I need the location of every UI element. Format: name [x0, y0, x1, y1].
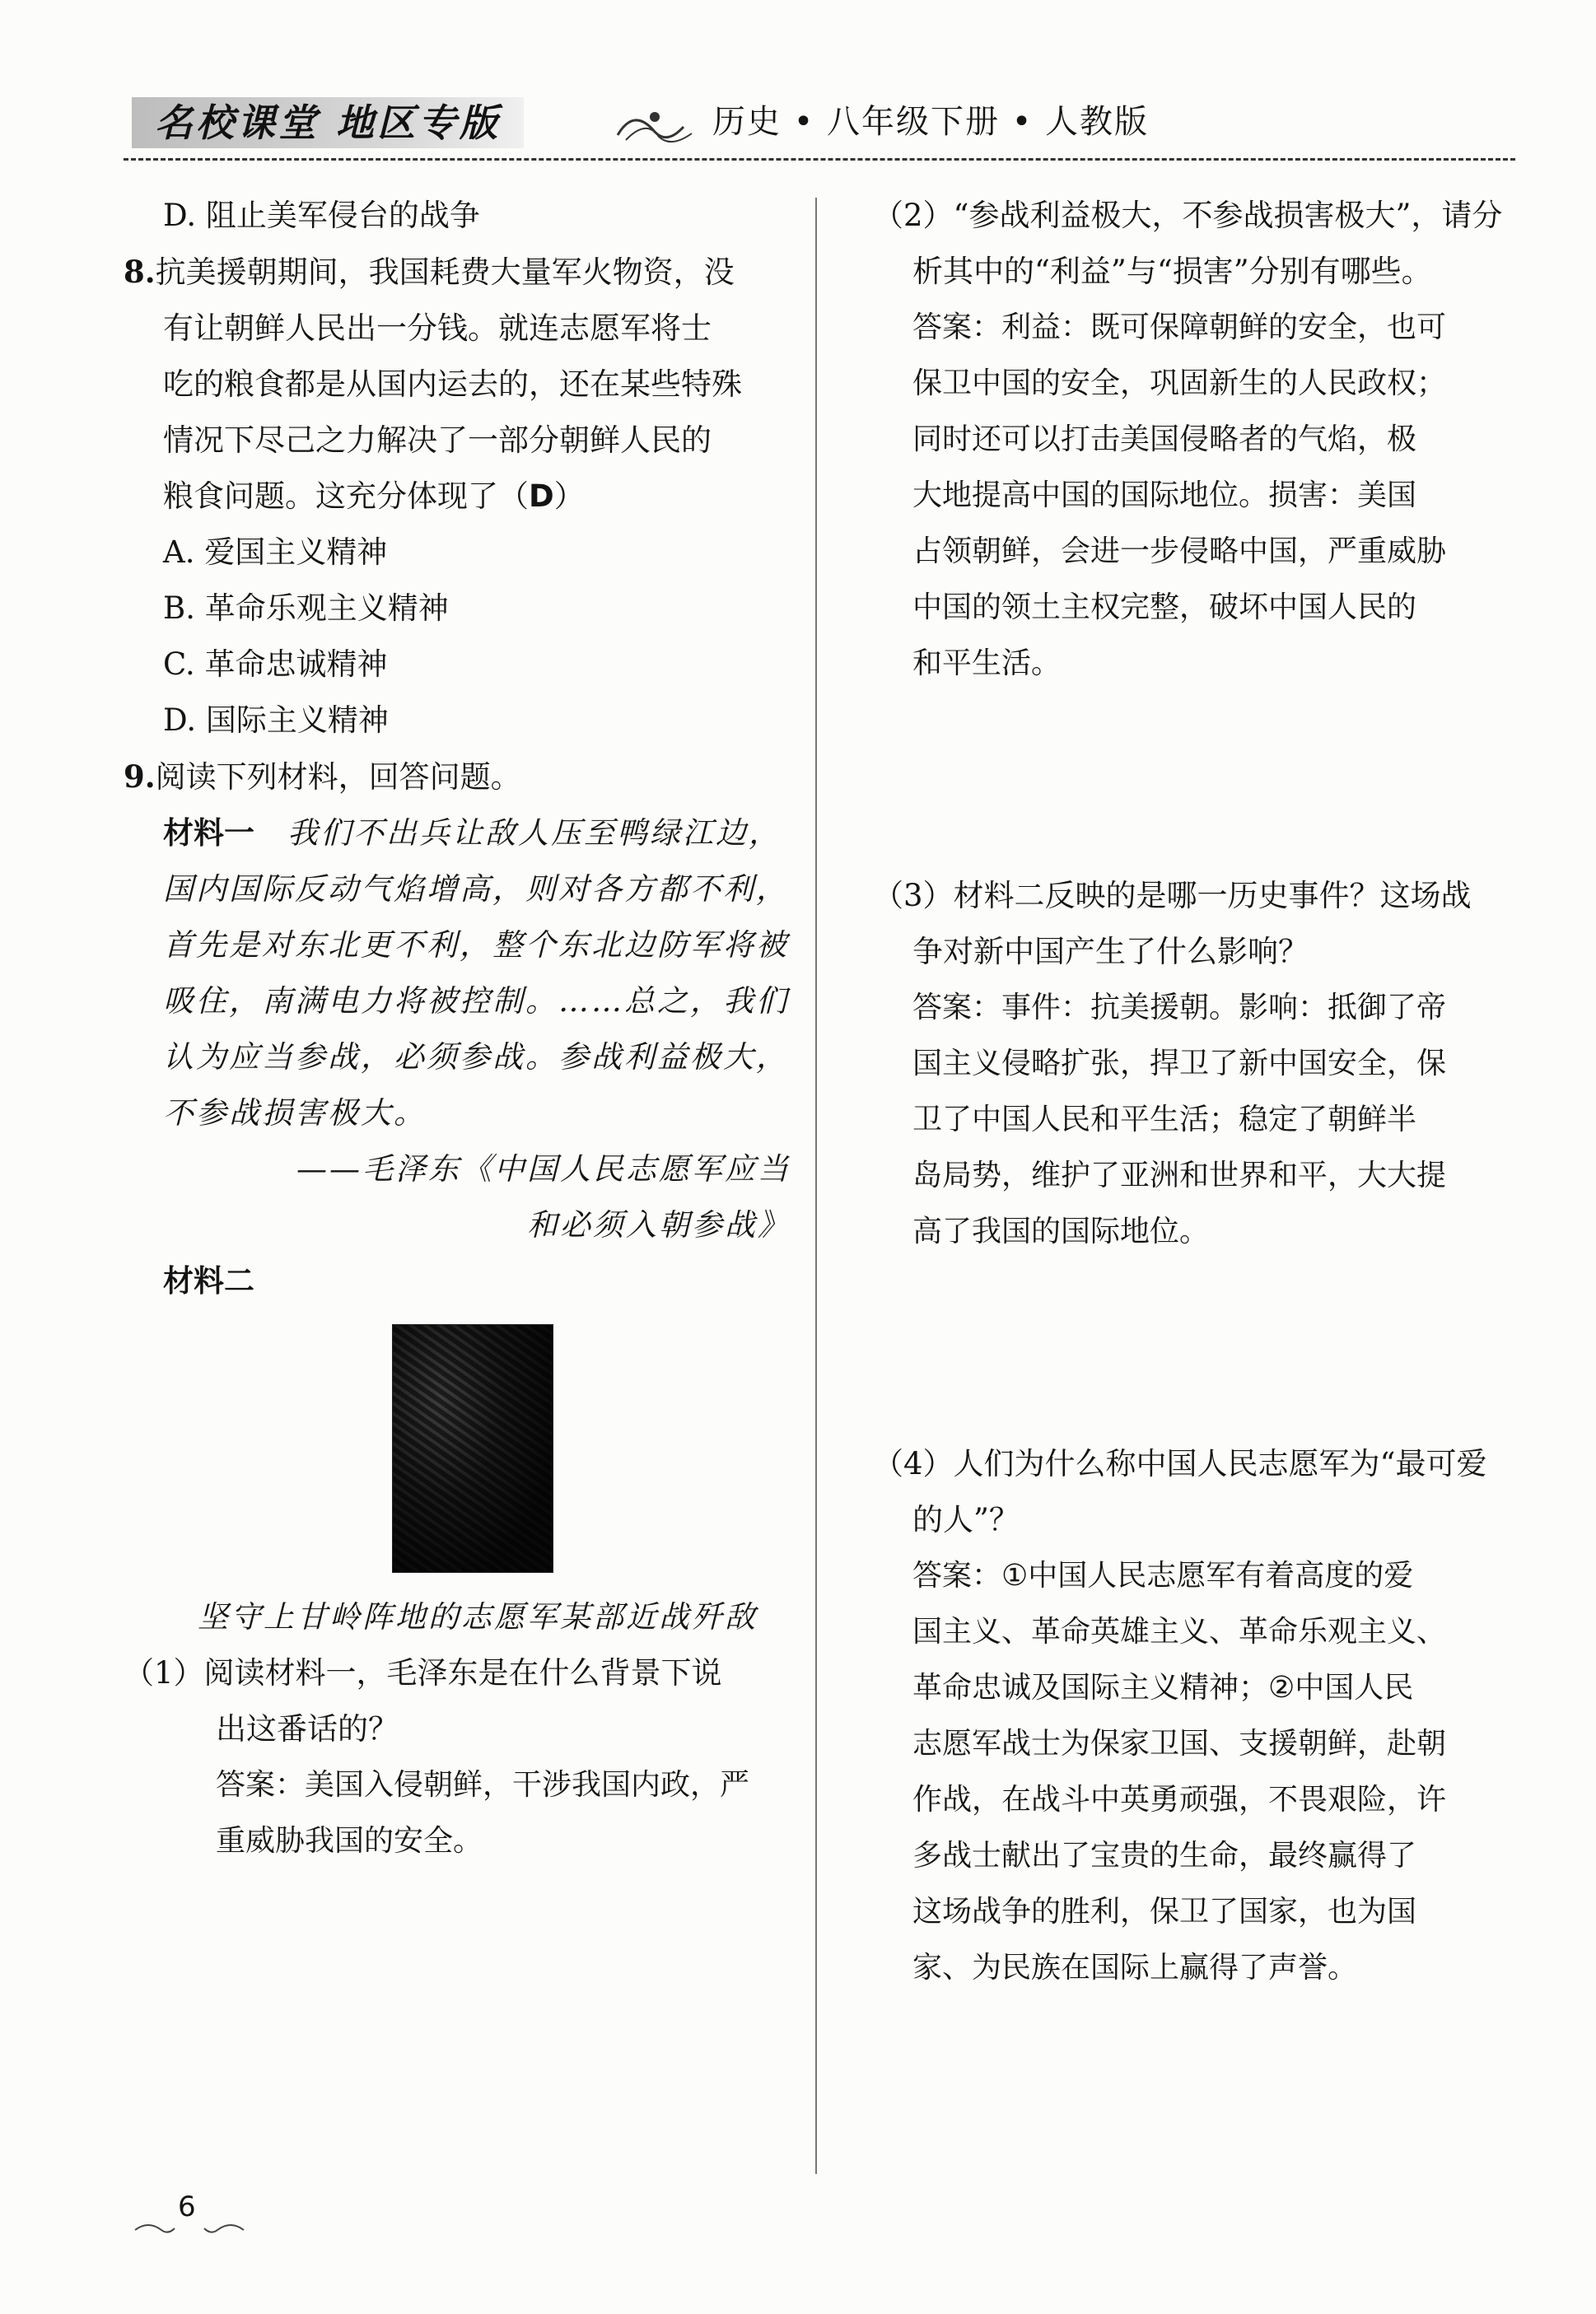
- question-9: [124, 749, 791, 1869]
- swirl-ornament-icon: [132, 2218, 247, 2238]
- sub2-answer-2: 保卫中国的安全，巩固新生的人民政权；: [912, 366, 1447, 400]
- sub3-line-2: 争对新中国产生了什么影响？: [912, 934, 1309, 969]
- material1-label: 材料一: [163, 815, 254, 851]
- q8-option-a: A. 爱国主义精神: [163, 534, 388, 570]
- right-column: [873, 188, 1524, 1996]
- material1-line-6: 不参战损害极大。: [163, 1095, 427, 1131]
- header-rule: [124, 158, 1515, 161]
- series-title: 名校课堂 地区专版: [132, 97, 524, 148]
- material1-source-2: 和必须入朝参战》: [527, 1207, 791, 1243]
- material1-line-5: 认为应当参战，必须参战。参战利益极大，: [163, 1039, 789, 1075]
- material1-line-4: 吸住，南满电力将被控制。……总之，我们: [163, 983, 789, 1019]
- sub4-answer-4: 志愿军战士为保家卫国、支援朝鲜，赴朝: [912, 1727, 1447, 1761]
- q8-line-5: 粮食问题。这充分体现了（D）: [163, 478, 585, 514]
- sub2-answer-1: 答案：利益：既可保障朝鲜的安全，也可: [912, 310, 1447, 344]
- material2-label: 材料二: [163, 1263, 254, 1299]
- sub3-answer-3: 卫了中国人民和平生活；稳定了朝鲜半: [912, 1103, 1417, 1136]
- sub4-answer-1: 答案：①中国人民志愿军有着高度的爱: [912, 1559, 1414, 1593]
- question-8: [124, 244, 791, 749]
- q8-option-b: B. 革命乐观主义精神: [163, 590, 449, 626]
- sub4-answer-6: 多战士献出了宝贵的生命，最终赢得了: [912, 1839, 1417, 1873]
- q8-option-c: C. 革命忠诚精神: [163, 646, 388, 682]
- material1-line-2: 国内国际反动气焰增高，则对各方都不利，: [163, 871, 789, 907]
- sub4-answer-8: 家、为民族在国际上赢得了声誉。: [912, 1951, 1358, 1985]
- page-footer: [132, 2190, 247, 2240]
- sub3-answer-1: 答案：事件：抗美援朝。影响：抵御了帝: [912, 991, 1447, 1024]
- sub4-answer-3: 革命忠诚及国际主义精神；②中国人民: [912, 1671, 1414, 1705]
- sub3-line-1: （3）材料二反映的是哪一历史事件？这场战: [873, 878, 1472, 913]
- battle-photo: [392, 1324, 553, 1573]
- sub2-answer-4: 大地提高中国的国际地位。损害：美国: [912, 478, 1417, 512]
- answer-space: [873, 1260, 1524, 1436]
- sub1-line-2: 出这番话的？: [216, 1711, 399, 1747]
- q7-option-d: D. 阻止美军侵台的战争: [163, 198, 480, 233]
- q8-answer: D: [529, 478, 554, 514]
- answer-space: [873, 692, 1524, 868]
- material1-line-3: 首先是对东北更不利，整个东北边防军将被: [163, 927, 789, 963]
- q8-line-1: 抗美援朝期间，我国耗费大量军火物资，没: [155, 254, 735, 290]
- q9-stem: 阅读下列材料，回答问题。: [155, 759, 521, 795]
- left-column: [124, 188, 791, 1869]
- sub1-answer-2: 重威胁我国的安全。: [216, 1824, 483, 1858]
- sub2-answer-7: 和平生活。: [912, 646, 1062, 680]
- column-divider: [815, 198, 817, 2174]
- q8-line-2: 有让朝鲜人民出一分钱。就连志愿军将士: [163, 310, 712, 346]
- sub3-answer-2: 国主义侵略扩张，捍卫了新中国安全，保: [912, 1047, 1447, 1080]
- sub2-answer-3: 同时还可以打击美国侵略者的气焰，极: [912, 422, 1417, 456]
- sub2-answer-6: 中国的领土主权完整，破坏中国人民的: [912, 590, 1417, 624]
- q8-line-4: 情况下尽己之力解决了一部分朝鲜人民的: [163, 422, 712, 458]
- q9-number: 9.: [124, 758, 156, 795]
- sub3-answer-5: 高了我国的国际地位。: [912, 1215, 1210, 1248]
- sub4-answer-2: 国主义、革命英雄主义、革命乐观主义、: [912, 1615, 1447, 1649]
- sub1-line-1: （1）阅读材料一，毛泽东是在什么背景下说: [124, 1655, 722, 1691]
- photo-caption: 坚守上甘岭阵地的志愿军某部近战歼敌: [198, 1599, 758, 1635]
- q8-line-3: 吃的粮食都是从国内运去的，还在某些特殊: [163, 366, 742, 402]
- subject-title: 历史 • 八年级下册 • 人教版: [712, 103, 1150, 141]
- sub4-answer-7: 这场战争的胜利，保卫了国家，也为国: [912, 1895, 1417, 1929]
- sub4-answer-5: 作战，在战斗中英勇顽强，不畏艰险，许: [912, 1783, 1447, 1817]
- sub2-answer-5: 占领朝鲜，会进一步侵略中国，严重威胁: [912, 534, 1447, 568]
- q8-option-d: D. 国际主义精神: [163, 702, 389, 738]
- material1-source-1: ——毛泽东《中国人民志愿军应当: [296, 1151, 791, 1187]
- sub1-answer-1: 答案：美国入侵朝鲜，干涉我国内政，严: [216, 1768, 750, 1802]
- sub3-answer-4: 岛局势，维护了亚洲和世界和平，大大提: [912, 1159, 1447, 1192]
- sub2-line-2: 析其中的“利益”与“损害”分别有哪些。: [912, 254, 1432, 289]
- sub4-line-1: （4）人们为什么称中国人民志愿军为“最可爱: [873, 1446, 1487, 1481]
- page-number: 6: [178, 2190, 196, 2223]
- swirl-ornament-icon: [609, 99, 700, 148]
- sub4-line-2: 的人”？: [912, 1502, 1020, 1537]
- material1-line-1: 我们不出兵让敌人压至鸭绿江边，: [287, 815, 782, 851]
- q8-number: 8.: [124, 254, 156, 290]
- page-header: [124, 91, 1515, 165]
- sub2-line-1: （2）“参战利益极大，不参战损害极大”，请分: [873, 198, 1503, 233]
